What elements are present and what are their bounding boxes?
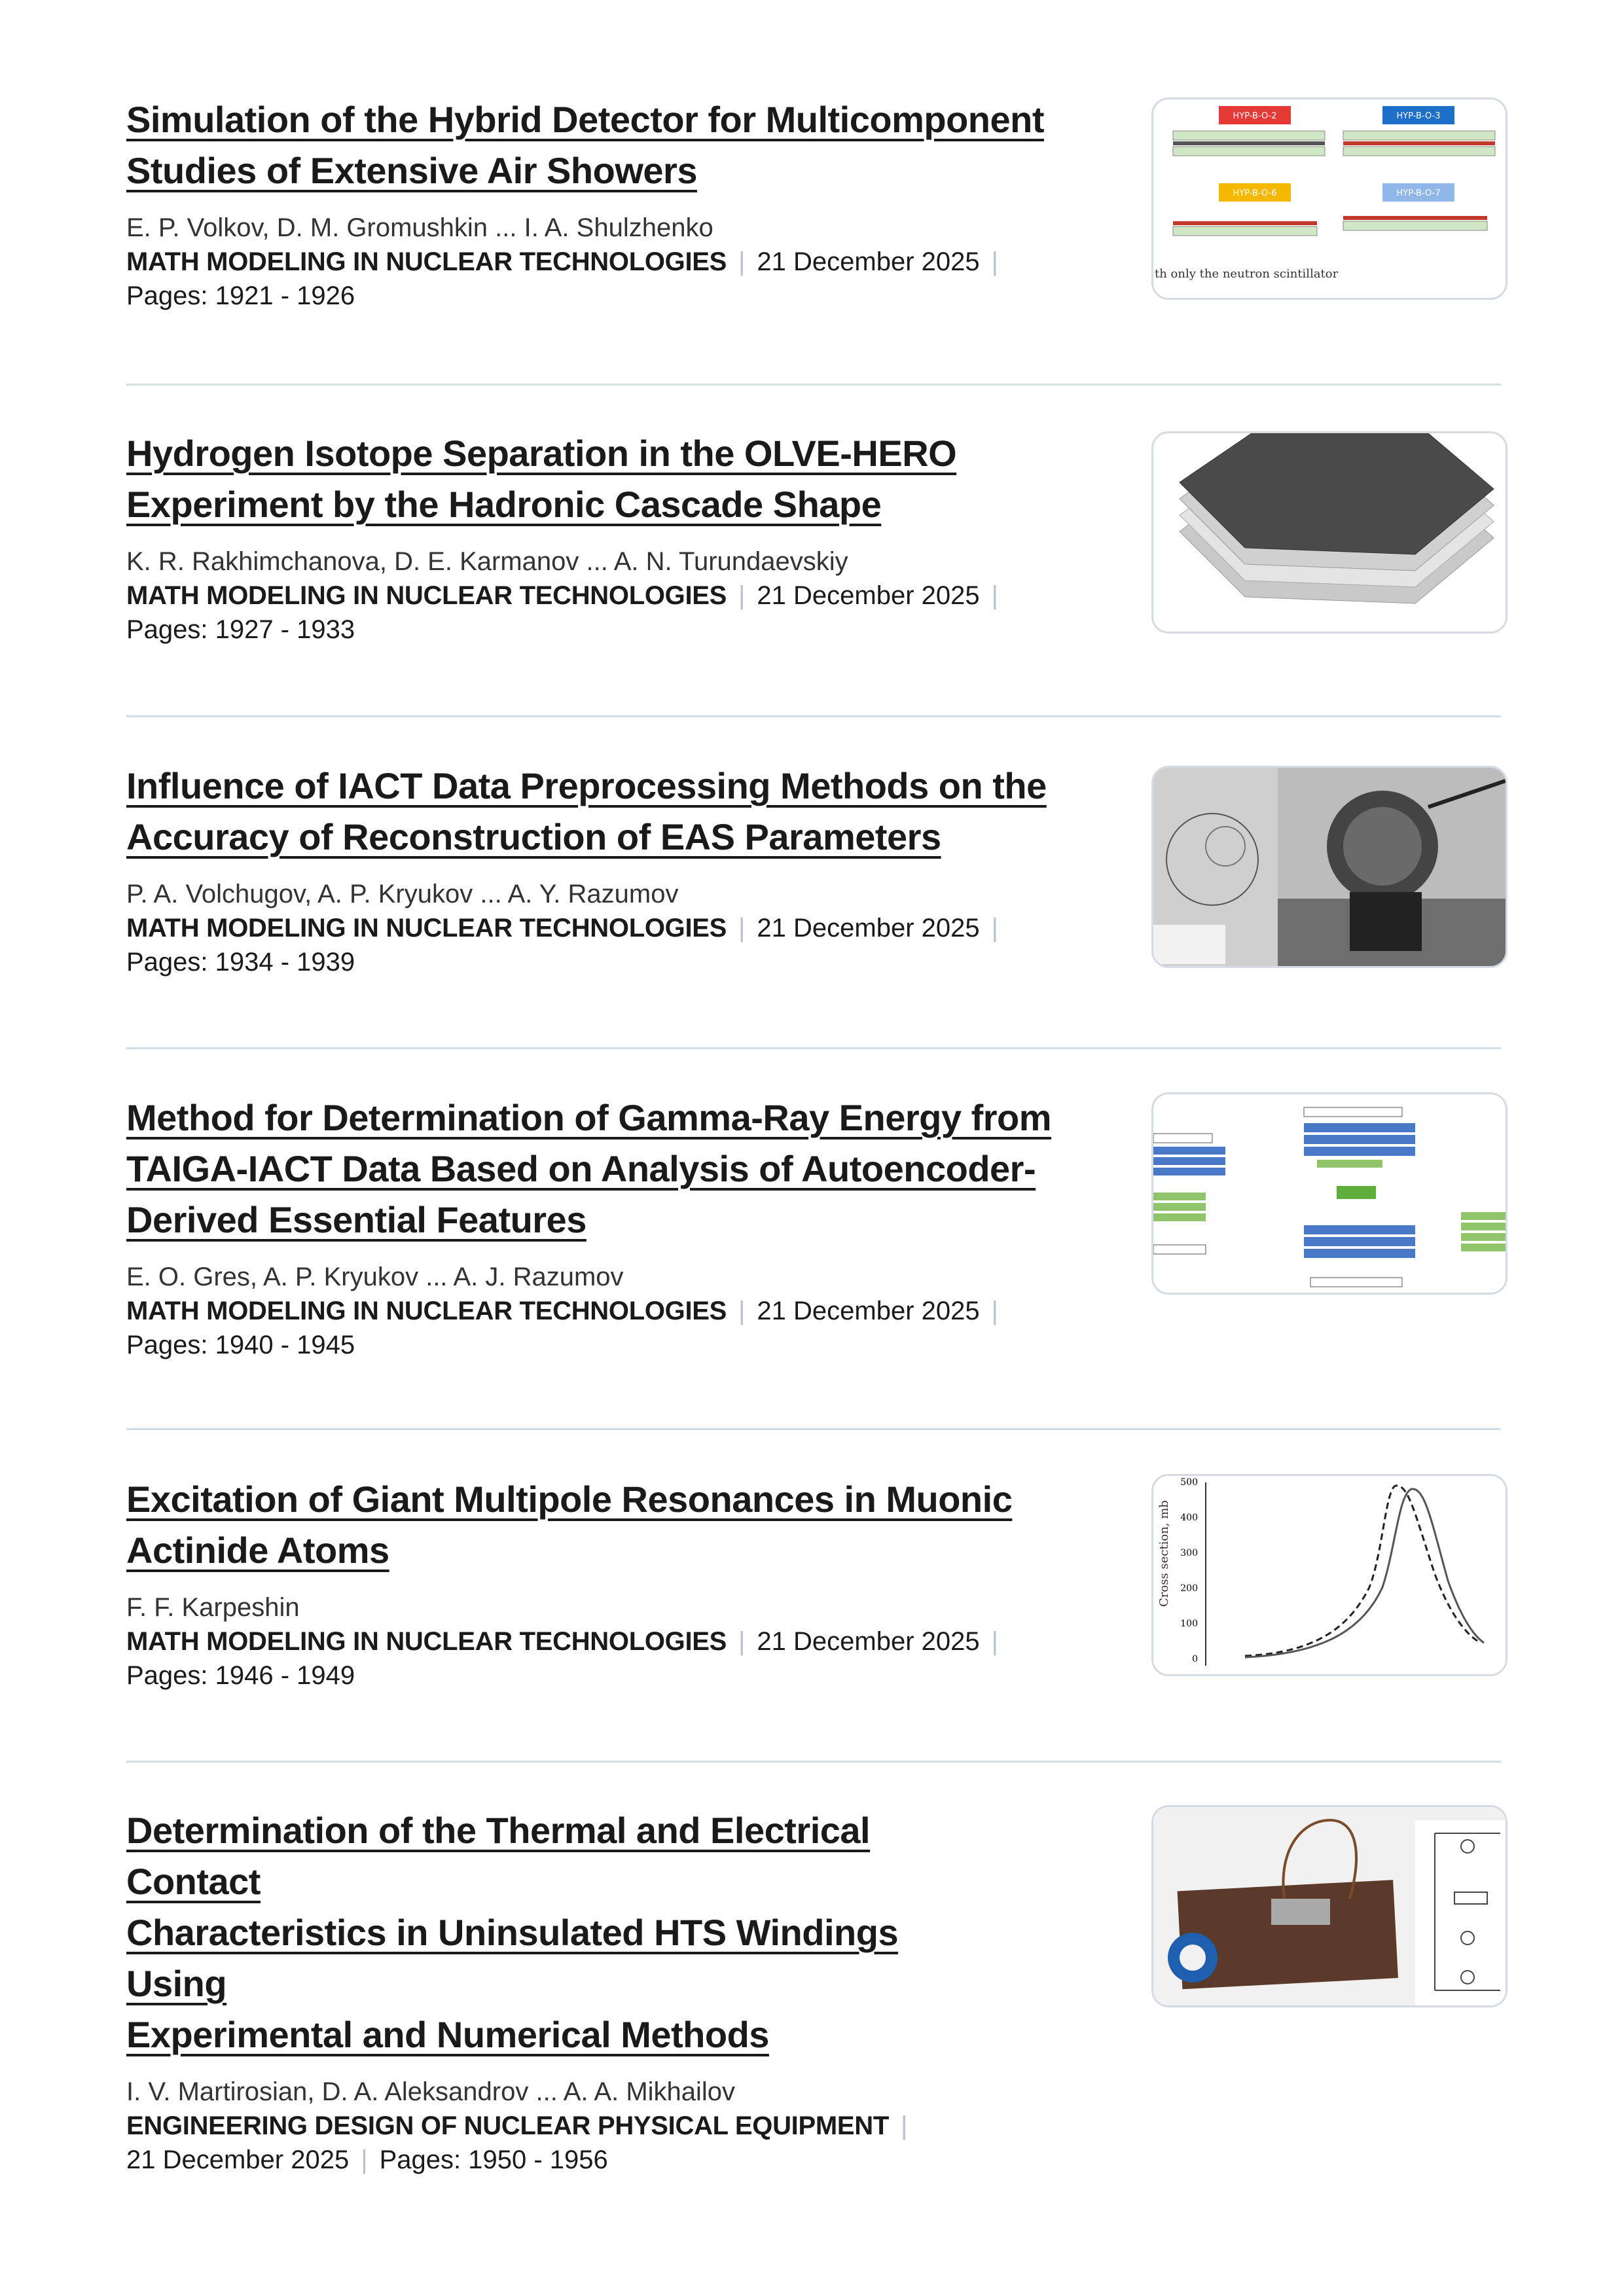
figure-block: [1153, 1193, 1206, 1200]
article-pages: Pages: 1934 - 1939: [126, 948, 355, 977]
article-date-pages: [126, 2143, 964, 2177]
article-meta: [126, 1624, 1075, 1659]
article-title-link[interactable]: [126, 428, 1075, 530]
title-line: Derived Essential Features: [126, 1199, 586, 1240]
figure-shape: [1350, 892, 1422, 951]
figure-label: HYP-B-O-7: [1396, 188, 1441, 198]
figure-block: [1304, 1237, 1415, 1246]
article-text: [126, 94, 1075, 313]
article-text: [126, 1092, 1075, 1362]
title-line: Determination of the Thermal and Electrical Contact: [126, 1810, 871, 1902]
title-line: TAIGA-IACT Data Based on Analysis of Autoencoder-: [126, 1148, 1036, 1189]
separator: |: [738, 247, 746, 276]
figure-panel: [1415, 1820, 1506, 2005]
article-authors: F. F. Karpeshin: [126, 1593, 300, 1622]
article-thumbnail[interactable]: [1151, 1474, 1507, 1676]
figure-block: [1317, 1160, 1382, 1168]
separator: |: [991, 581, 999, 610]
figure-shape: [1343, 807, 1422, 886]
figure-label: HYP-B-O-2: [1233, 111, 1277, 121]
article-divider: [126, 384, 1501, 386]
article-thumbnail[interactable]: [1151, 766, 1507, 968]
article-text: [126, 1805, 964, 2177]
article-title-link[interactable]: [126, 94, 1075, 196]
article-text: [126, 428, 1075, 647]
figure-layer: [1343, 216, 1487, 220]
figure-layer: [1343, 221, 1487, 230]
article-authors: P. A. Volchugov, A. P. Kryukov ... A. Y. Razumov: [126, 880, 679, 908]
article-thumbnail[interactable]: [1151, 98, 1507, 300]
article-meta: [126, 911, 1075, 945]
article-meta: [126, 579, 1075, 613]
plot-curve: [1245, 1489, 1484, 1657]
plot-tick-label: 400: [1180, 1513, 1198, 1523]
figure-block: [1461, 1223, 1506, 1230]
title-line: Hydrogen Isotope Separation in the OLVE-HERO: [126, 433, 957, 474]
network-diagram-figure: [1153, 1094, 1506, 1293]
article-title-link[interactable]: [126, 1092, 1075, 1246]
separator: |: [738, 914, 746, 942]
article-text: [126, 1474, 1075, 1693]
figure-block: [1153, 1157, 1225, 1165]
plot-y-label: Cross section, mb: [1157, 1500, 1171, 1607]
article-authors: E. O. Gres, A. P. Kryukov ... A. J. Razumov: [126, 1263, 624, 1291]
figure-block: [1461, 1212, 1506, 1220]
figure-block: [1304, 1249, 1415, 1258]
article-pages: Pages: 1921 - 1926: [126, 281, 355, 310]
journal-name[interactable]: MATH MODELING IN NUCLEAR TECHNOLOGIES: [126, 1297, 727, 1325]
figure-shape: [1271, 1899, 1330, 1925]
plot-tick-label: 500: [1180, 1477, 1198, 1488]
cross-section-plot-figure: [1153, 1476, 1506, 1674]
figure-layer: [1343, 147, 1495, 156]
figure-block: [1304, 1147, 1415, 1156]
article-meta: [126, 2109, 964, 2143]
separator: |: [738, 581, 746, 610]
article-pages: Pages: 1950 - 1956: [379, 2145, 608, 2174]
plot-tick-label: 300: [1180, 1548, 1198, 1558]
publication-date: 21 December 2025: [757, 914, 980, 942]
figure-layer: [1173, 226, 1317, 236]
figure-block: [1153, 1213, 1206, 1221]
separator: |: [991, 247, 999, 276]
separator: |: [991, 1297, 999, 1325]
figure-block: [1153, 1168, 1225, 1175]
article-divider: [126, 1428, 1501, 1430]
article-thumbnail[interactable]: [1151, 431, 1507, 634]
figure-block: [1310, 1278, 1402, 1287]
separator: |: [991, 914, 999, 942]
article-authors: K. R. Rakhimchanova, D. E. Karmanov ... A. N. Turundaevskiy: [126, 547, 848, 576]
title-line: Characteristics in Uninsulated HTS Windings Using: [126, 1912, 899, 2004]
separator: |: [738, 1297, 746, 1325]
article-divider: [126, 1047, 1501, 1049]
article-title-link[interactable]: [126, 1474, 1075, 1576]
figure-block: [1153, 1203, 1206, 1211]
figure-label: HYP-B-O-6: [1233, 188, 1277, 198]
title-line: Studies of Extensive Air Showers: [126, 150, 697, 191]
figure-block: [1153, 1147, 1225, 1155]
article-meta: [126, 1294, 1075, 1328]
figure-layer: [1173, 221, 1317, 225]
figure-block: [1304, 1107, 1402, 1117]
figure-layer: [1343, 141, 1495, 145]
figure-block: [1461, 1233, 1506, 1241]
article-pages: Pages: 1927 - 1933: [126, 615, 355, 644]
article-divider: [126, 1761, 1501, 1763]
figure-block: [1304, 1135, 1415, 1144]
figure-block: [1461, 1244, 1506, 1251]
title-line: Influence of IACT Data Preprocessing Methods on the: [126, 765, 1047, 806]
separator: |: [361, 2145, 368, 2174]
separator: |: [738, 1627, 746, 1656]
experimental-setup-photo: [1153, 1807, 1506, 2005]
figure-layer: [1173, 141, 1325, 145]
publication-date: 21 December 2025: [757, 247, 980, 276]
title-line: Experiment by the Hadronic Cascade Shape: [126, 484, 882, 525]
figure-shape: [1180, 1945, 1206, 1971]
plot-tick-label: 200: [1180, 1583, 1198, 1594]
publication-date: 21 December 2025: [757, 1627, 980, 1656]
article-divider: [126, 715, 1501, 717]
figure-block: [1337, 1186, 1376, 1199]
journal-name[interactable]: ENGINEERING DESIGN OF NUCLEAR PHYSICAL EQUIPMENT: [126, 2111, 889, 2140]
article-thumbnail[interactable]: [1151, 1805, 1507, 2007]
title-line: Simulation of the Hybrid Detector for Multicomponent: [126, 99, 1044, 140]
figure-caption: th only the neutron scintillator: [1155, 267, 1339, 281]
title-line: Accuracy of Reconstruction of EAS Parameters: [126, 816, 941, 857]
publication-date: 21 December 2025: [757, 1297, 980, 1325]
telescope-photo-figure: [1153, 768, 1506, 966]
publication-date: 21 December 2025: [757, 581, 980, 610]
separator: |: [900, 2111, 908, 2140]
figure-block: [1304, 1225, 1415, 1234]
journal-name[interactable]: MATH MODELING IN NUCLEAR TECHNOLOGIES: [126, 914, 727, 942]
article-authors: E. P. Volkov, D. M. Gromushkin ... I. A. Shulzhenko: [126, 213, 713, 242]
article-thumbnail[interactable]: [1151, 1092, 1507, 1295]
article-title-link[interactable]: [126, 1805, 964, 2060]
figure-layer: [1173, 131, 1325, 140]
hexagon-stack-figure: [1153, 433, 1506, 632]
figure-legend: [1153, 925, 1225, 964]
title-line: Excitation of Giant Multipole Resonances in Muonic: [126, 1479, 1013, 1520]
figure-block: [1153, 1134, 1212, 1143]
publication-date: 21 December 2025: [126, 2145, 350, 2174]
separator: |: [991, 1627, 999, 1656]
journal-name[interactable]: MATH MODELING IN NUCLEAR TECHNOLOGIES: [126, 581, 727, 610]
journal-name[interactable]: MATH MODELING IN NUCLEAR TECHNOLOGIES: [126, 247, 727, 276]
title-line: Method for Determination of Gamma-Ray Energy from: [126, 1097, 1052, 1138]
figure-layer: [1173, 147, 1325, 156]
figure-block: [1153, 1245, 1206, 1254]
title-line: Actinide Atoms: [126, 1530, 389, 1571]
figure-layer: [1343, 131, 1495, 140]
plot-tick-label: 0: [1192, 1654, 1198, 1664]
article-pages: Pages: 1940 - 1945: [126, 1331, 355, 1359]
plot-tick-label: 100: [1180, 1619, 1198, 1629]
article-pages: Pages: 1946 - 1949: [126, 1661, 355, 1690]
figure-label: HYP-B-O-3: [1396, 111, 1441, 121]
article-meta: [126, 245, 1075, 279]
article-text: [126, 761, 1075, 979]
journal-name[interactable]: MATH MODELING IN NUCLEAR TECHNOLOGIES: [126, 1627, 727, 1656]
article-title-link[interactable]: [126, 761, 1075, 863]
detector-layout-figure: [1153, 99, 1506, 298]
title-line: Experimental and Numerical Methods: [126, 2014, 769, 2055]
figure-block: [1304, 1123, 1415, 1132]
article-authors: I. V. Martirosian, D. A. Aleksandrov ... A. A. Mikhailov: [126, 2077, 736, 2106]
